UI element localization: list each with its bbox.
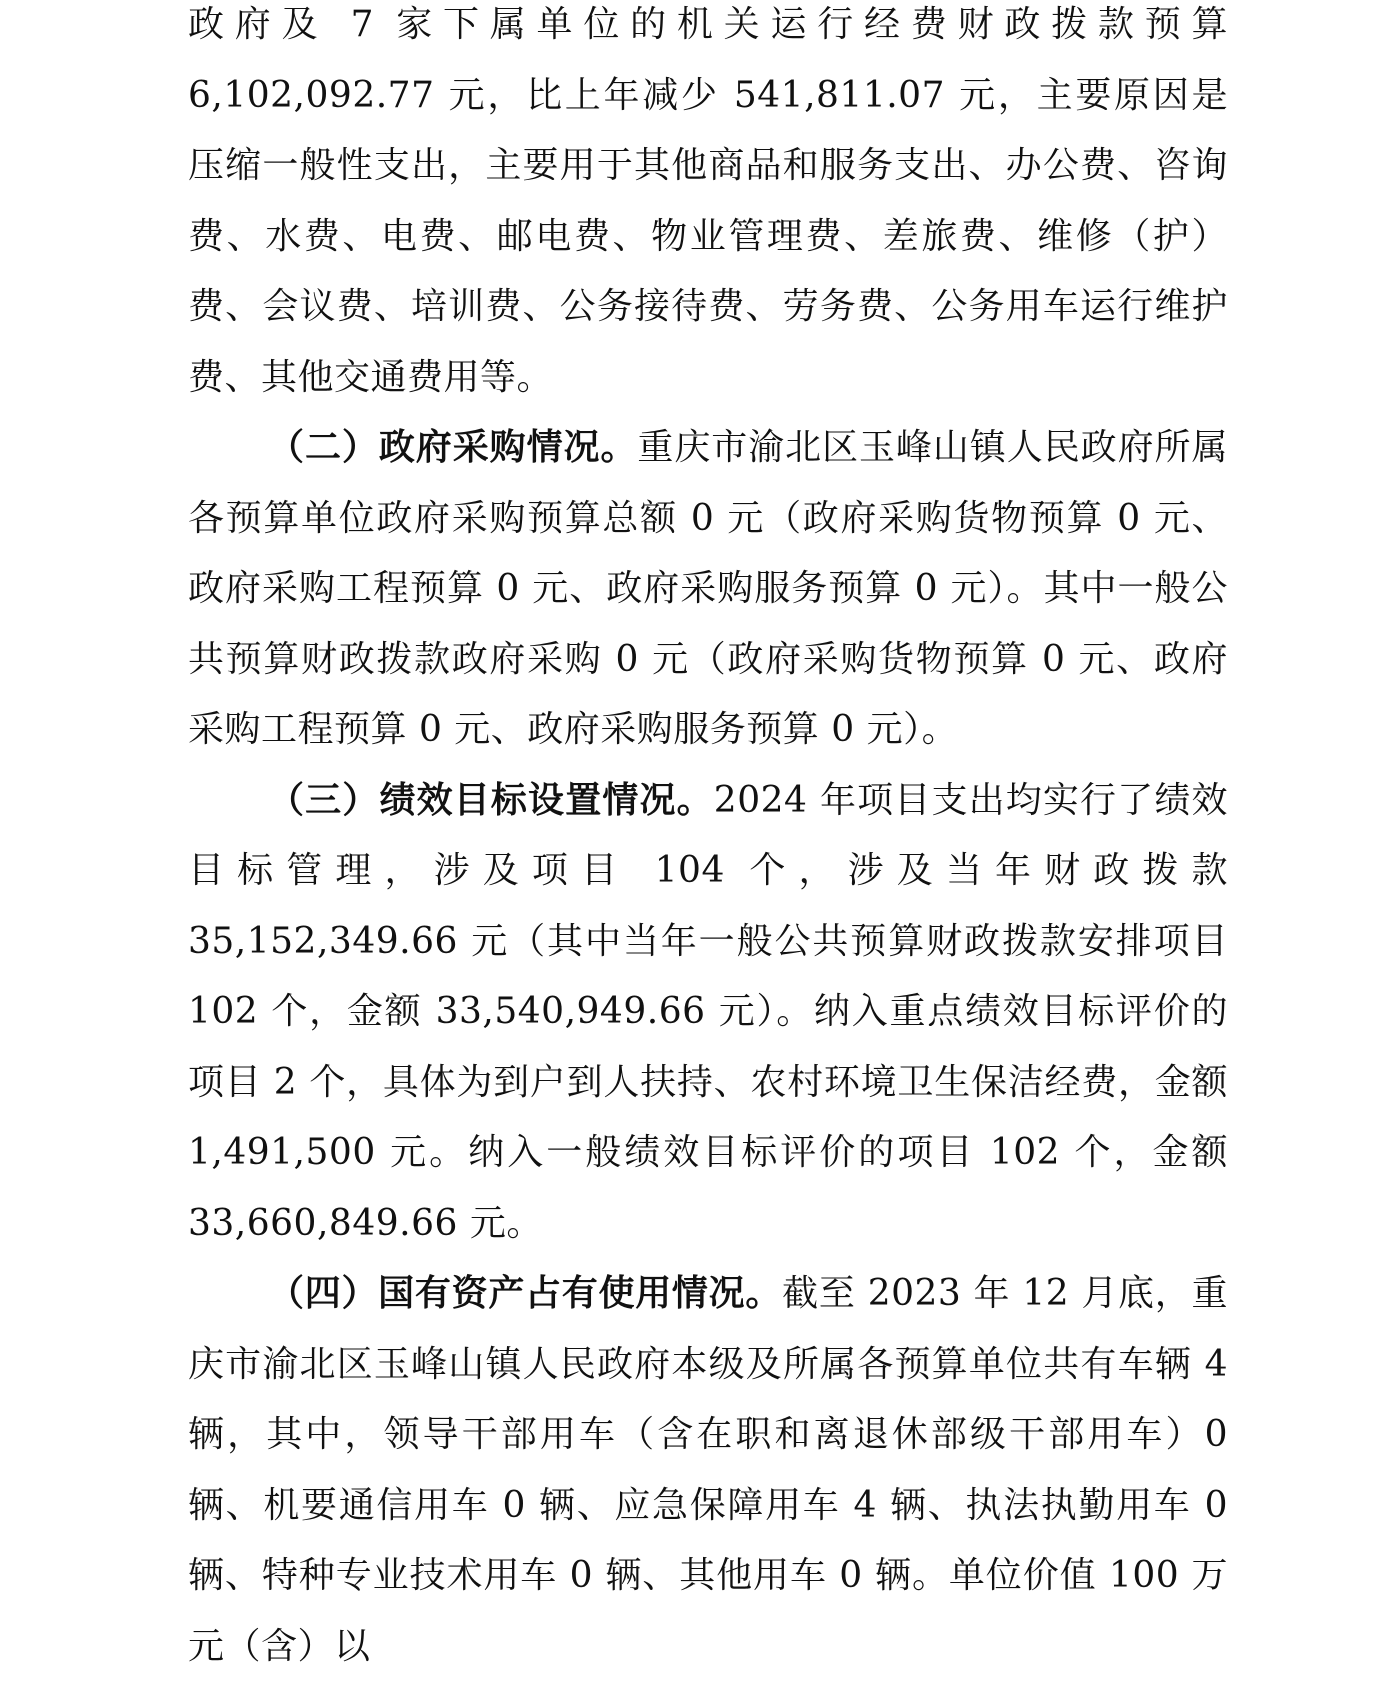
- document-body: [188, 0, 1228, 1682]
- section-body-performance: 2024 年项目支出均实行了绩效目标管理，涉及项目 104 个，涉及当年财政拨款 35,152,349.66 元（其中当年一般公共预算财政拨款安排项目 102 个，金额 33,540,949.66 元）。纳入重点绩效目标评价的项目 2 个，具体为到户到人扶持、农村环境卫生保洁经费，金额 1,491,500 元。纳入一般绩效目标评价的项目 102 个，金额 33,660,849.66 元。: [188, 779, 1228, 1244]
- section-heading-assets: （四）国有资产占有使用情况。: [268, 1273, 783, 1314]
- section-heading-performance: （三）绩效目标设置情况。: [268, 779, 714, 821]
- paragraph-government-procurement: [188, 413, 1228, 766]
- section-heading-procurement: （二）政府采购情况。: [268, 427, 638, 468]
- section-body-assets: 截至 2023 年 12 月底，重庆市渝北区玉峰山镇人民政府本级及所属各预算单位共有车辆 4 辆，其中，领导干部用车（含在职和离退休部级干部用车）0 辆、机要通信用车 0 辆、应急保障用车 4 辆、执法执勤用车 0 辆、特种专业技术用车 0 辆、其他用车 0 辆。单位价值 100 万元（含）以: [188, 1273, 1228, 1667]
- paragraph-state-assets: [188, 1259, 1228, 1682]
- paragraph-continued: 政府及 7 家下属单位的机关运行经费财政拨款预算 6,102,092.77 元，比上年减少 541,811.07 元，主要原因是压缩一般性支出，主要用于其他商品和服务支出、办公费、咨询费、水费、电费、邮电费、物业管理费、差旅费、维修（护）费、会议费、培训费、公务接待费、劳务费、公务用车运行维护费、其他交通费用等。: [188, 4, 1228, 398]
- paragraph-performance-targets: [188, 766, 1228, 1260]
- section-body-procurement: 重庆市渝北区玉峰山镇人民政府所属各预算单位政府采购预算总额 0 元（政府采购货物预算 0 元、政府采购工程预算 0 元、政府采购服务预算 0 元）。其中一般公共预算财政拨款政府采购 0 元（政府采购货物预算 0 元、政府采购工程预算 0 元、政府采购服务预算 0 元）。: [188, 427, 1228, 750]
